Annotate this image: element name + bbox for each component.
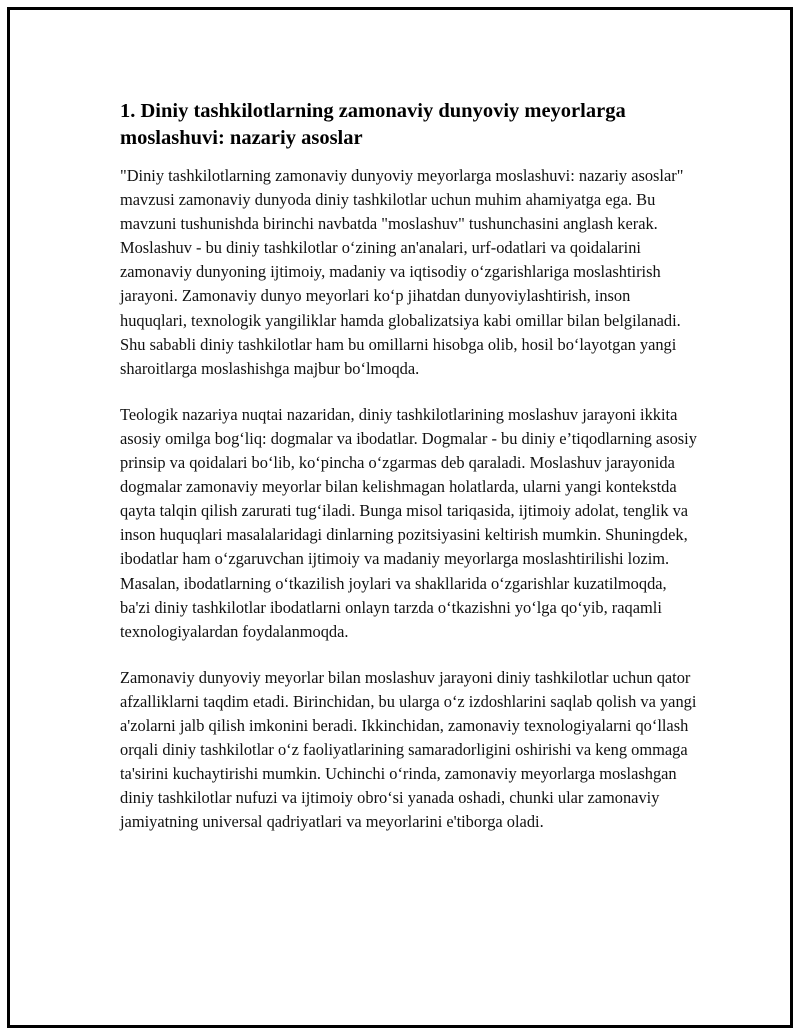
- section-heading: 1. Diniy tashkilotlarning zamonaviy dunyoviy meyorlarga moslashuvi: nazariy asoslar: [120, 100, 626, 149]
- document-body: [120, 98, 700, 856]
- paragraph-3: Zamonaviy dunyoviy meyorlar bilan moslashuv jarayoni diniy tashkilotlar uchun qator afzalliklarni taqdim etadi. Birinchidan, bu ularga o‘z izdoshlarini saqlab qolish va yangi a'zolarni jalb qilish imkonini beradi. Ikkinchidan, zamonaviy texnologiyalarni qo‘llash orqali diniy tashkilotlar o‘z faoliyatlarining samaradorligini oshirishi va keng ommaga ta'sirini kuchaytirishi mumkin. Uchinchi o‘rinda, zamonaviy meyorlarga moslashgan diniy tashkilotlar nufuzi va ijtimoiy obro‘si yanada oshadi, chunki ular zamonaviy jamiyatning universal qadriyatlari va meyorlarini e'tiborga oladi.: [120, 667, 697, 832]
- paragraph-1: "Diniy tashkilotlarning zamonaviy dunyoviy meyorlarga moslashuvi: nazariy asoslar" mavzusi zamonaviy dunyoda diniy tashkilotlar uchun muhim ahamiyatga ega. Bu mavzuni tushunishda birinchi navbatda "moslashuv" tushunchasini anglash kerak. Moslashuv - bu diniy tashkilotlar o‘zining an'analari, urf-odatlari va qoidalarini zamonaviy dunyoning ijtimoiy, madaniy va iqtisodiy o‘zgarishlariga moslashtirish jarayoni. Zamonaviy dunyo meyorlari ko‘p jihatdan dunyoviylashtirish, inson huquqlari, texnologik yangiliklar hamda globalizatsiya kabi omillar bilan belgilanadi. Shu sababli diniy tashkilotlar ham bu omillarni hisobga olib, hosil bo‘layotgan yangi sharoitlarga moslashishga majbur bo‘lmoqda.: [120, 166, 684, 378]
- page-frame: [7, 7, 793, 1028]
- paragraph-2: Teologik nazariya nuqtai nazaridan, diniy tashkilotlarining moslashuv jarayoni ikkita asosiy omilga bog‘liq: dogmalar va ibodatlar. Dogmalar - bu diniy e’tiqodlarning asosiy prinsip va qoidalari bo‘lib, ko‘pincha o‘zgarmas deb qaraladi. Moslashuv jarayonida dogmalar zamonaviy meyorlar bilan kelishmagan holatlarda, ularni yangi kontekstda qayta talqin qilish zarurati tug‘iladi. Bunga misol tariqasida, ijtimoiy adolat, tenglik va inson huquqlari masalalaridagi dinlarning pozitsiyasini keltirish mumkin. Shuningdek, ibodatlar ham o‘zgaruvchan ijtimoiy va madaniy meyorlarga moslashtirilishi lozim. Masalan, ibodatlarning o‘tkazilish joylari va shakllarida o‘zgarishlar kuzatilmoqda, ba'zi diniy tashkilotlar ibodatlarni onlayn tarzda o‘tkazishni yo‘lga qo‘yib, raqamli texnologiyalardan foydalanmoqda.: [120, 404, 697, 641]
